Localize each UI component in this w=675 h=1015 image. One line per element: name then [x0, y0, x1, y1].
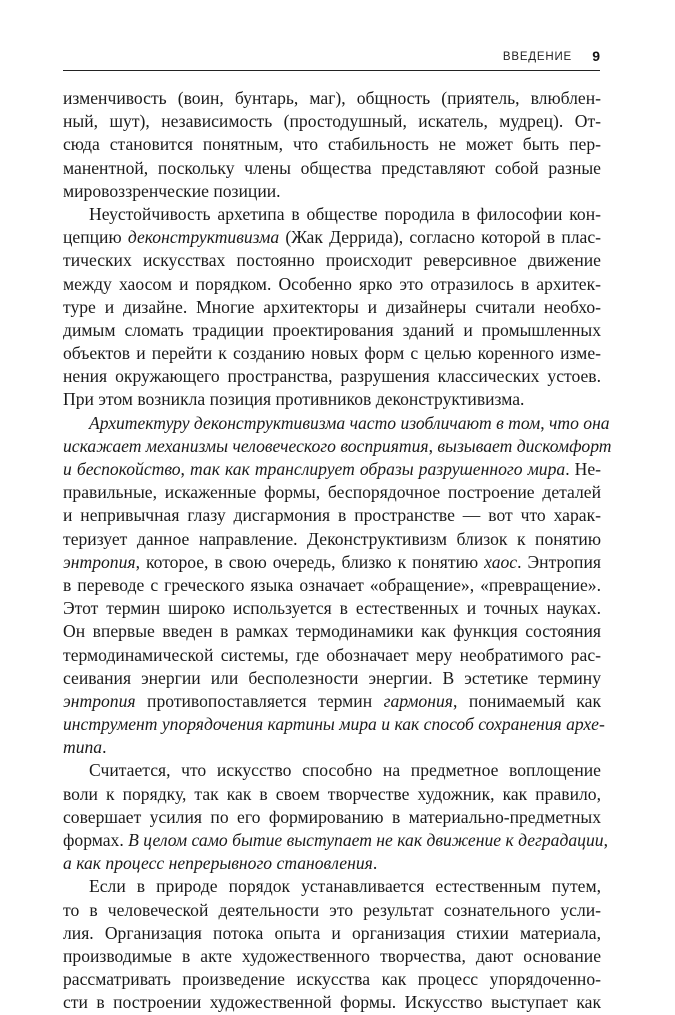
text-line — [63, 922, 601, 945]
text-line — [63, 899, 601, 922]
text-run: Он впервые введен в рамках термодинамики как функция состояния — [63, 621, 601, 642]
text-run: . Энтропия — [517, 551, 601, 572]
text-line — [63, 319, 601, 342]
text-line — [63, 180, 601, 203]
text-run: цепцию — [63, 227, 128, 248]
text-run: противопоставляется термин — [135, 690, 384, 711]
italic-text: энтропия — [63, 690, 136, 711]
text-run: лия. Организация потока опыта и организация стихии материала, — [63, 922, 601, 943]
text-run: ный, шут), независимость (простодушный, искатель, мудрец). От- — [63, 111, 601, 132]
text-line — [63, 574, 601, 597]
text-run: формах. — [63, 830, 129, 850]
text-line — [63, 504, 601, 527]
text-run: теризует данное направление. Деконструктивизм близок к понятию — [63, 528, 601, 549]
text-run: . — [372, 853, 378, 874]
text-line — [63, 365, 601, 388]
text-run: , которое, в свою очередь, близко к понятию — [135, 551, 485, 572]
italic-text: гармония — [383, 690, 453, 711]
text-line — [63, 945, 601, 968]
text-run: правильные, искаженные формы, беспорядочное построение деталей — [63, 482, 601, 503]
text-line — [63, 296, 601, 319]
text-run: термодинамической системы, где обозначает меру необратимого рас- — [63, 644, 601, 665]
italic-text: так как транслирует образы разрушенного мира — [190, 459, 566, 479]
text-run: тических искусствах постоянно происходит реверсивное движение — [63, 250, 601, 271]
text-line — [63, 759, 601, 782]
text-line — [63, 273, 601, 296]
text-run: воли к порядку, так как в своем творчестве художник, как правило, — [63, 783, 601, 804]
text-run: При этом возникла позиция противников деконструктивизма. — [63, 389, 525, 410]
text-run: и непривычная глазу дисгармония в пространстве — вот что харак- — [63, 505, 601, 526]
italic-text: деконструктивизма — [127, 227, 280, 248]
text-run: , — [180, 459, 190, 479]
text-run: сти в построении художественной формы. Искусство выступает как — [63, 992, 601, 1013]
text-line — [63, 783, 601, 806]
text-run: между хаосом и порядком. Особенно ярко это отразилось в архитек- — [63, 273, 601, 294]
italic-text: что она — [548, 412, 610, 433]
page-number: 9 — [592, 48, 600, 64]
text-line — [63, 133, 601, 156]
italic-text: инструмент упорядочения картины мира и как способ сохранения архе- — [63, 714, 605, 735]
text-run: то в человеческой деятельности это результат сознательного усли- — [63, 899, 601, 920]
text-line — [63, 968, 601, 991]
text-line — [63, 203, 601, 226]
text-run: производимые в акте художественного творчества, дают основание — [63, 945, 601, 966]
text-line — [63, 829, 608, 852]
italic-text: а как процесс непрерывного становления — [63, 853, 373, 874]
text-run: Если в природе порядок устанавливается естественным путем, — [89, 876, 601, 897]
text-line — [63, 342, 601, 365]
text-line — [63, 690, 601, 713]
text-line — [63, 458, 601, 481]
text-run: . — [102, 737, 107, 758]
text-run: (Жак Деррида), согласно которой в плас- — [279, 227, 601, 248]
text-line — [63, 713, 605, 736]
text-line — [63, 110, 601, 133]
body-text — [63, 87, 612, 1015]
text-run: , — [603, 830, 608, 850]
text-line — [63, 551, 601, 574]
text-run: мировоззренческие позиции. — [63, 180, 281, 201]
text-run: , понимаемый как — [452, 690, 601, 711]
text-run: манентной, поскольку члены общества представляют собой разные — [63, 157, 601, 178]
text-line — [63, 87, 601, 110]
text-line — [63, 528, 601, 551]
text-line — [63, 249, 601, 272]
text-line — [63, 412, 610, 435]
text-run: , — [540, 412, 549, 433]
text-line — [63, 991, 601, 1014]
text-run: . Не- — [565, 459, 602, 479]
text-line — [63, 481, 601, 504]
text-line — [63, 226, 601, 249]
text-line — [63, 806, 601, 829]
text-line — [63, 736, 601, 759]
italic-text: энтропия — [63, 551, 136, 572]
text-run: , — [428, 435, 438, 456]
text-run: нения окружающего пространства, разрушения классических устоев. — [63, 366, 601, 387]
text-run: сюда становится понятным, что стабильность не может быть пер- — [63, 134, 601, 155]
italic-text: и беспокойство — [63, 459, 181, 479]
italic-text: искажает механизмы человеческого восприятия — [63, 435, 429, 456]
text-run: объектов и перейти к созданию новых форм с целью коренного изме- — [63, 343, 601, 364]
section-title: ВВЕДЕНИЕ — [502, 51, 572, 63]
running-head — [63, 48, 600, 71]
italic-text: В целом само бытие выступает не как движение к деградации — [128, 830, 604, 850]
text-run: совершает усилия по его формированию в материально-предметных — [63, 806, 601, 827]
text-line — [63, 597, 601, 620]
italic-text: Архитектуру деконструктивизма часто изобличают в том — [89, 412, 541, 433]
italic-text: вызывает дискомфорт — [437, 435, 612, 456]
text-run: сеивания энергии или бесполезности энергии. В эстетике термину — [63, 667, 601, 688]
text-line — [63, 620, 601, 643]
text-line — [63, 667, 601, 690]
text-run: рассматривать произведение искусства как процесс упорядоченно- — [63, 969, 601, 990]
text-line — [63, 875, 601, 898]
text-line — [63, 852, 601, 875]
text-run: димым сломать традиции проектирования зданий и промышленных — [63, 319, 601, 340]
text-line — [63, 644, 601, 667]
italic-text: хаос — [484, 551, 518, 572]
text-run: туре и дизайне. Многие архитекторы и дизайнеры считали необхо- — [63, 296, 601, 317]
text-run: в переводе с греческого языка означает «обращение», «превращение». — [63, 574, 601, 595]
text-run: изменчивость (воин, бунтарь, маг), общность (приятель, влюблен- — [63, 88, 601, 108]
text-line — [63, 388, 601, 411]
text-run: Этот термин широко используется в естественных и точных науках. — [63, 598, 601, 619]
text-run: Неустойчивость архетипа в обществе породила в философии кон- — [89, 203, 601, 224]
text-run: Считается, что искусство способно на предметное воплощение — [89, 760, 601, 781]
text-line — [63, 157, 601, 180]
italic-text: типа — [63, 737, 103, 758]
text-line — [63, 435, 612, 458]
